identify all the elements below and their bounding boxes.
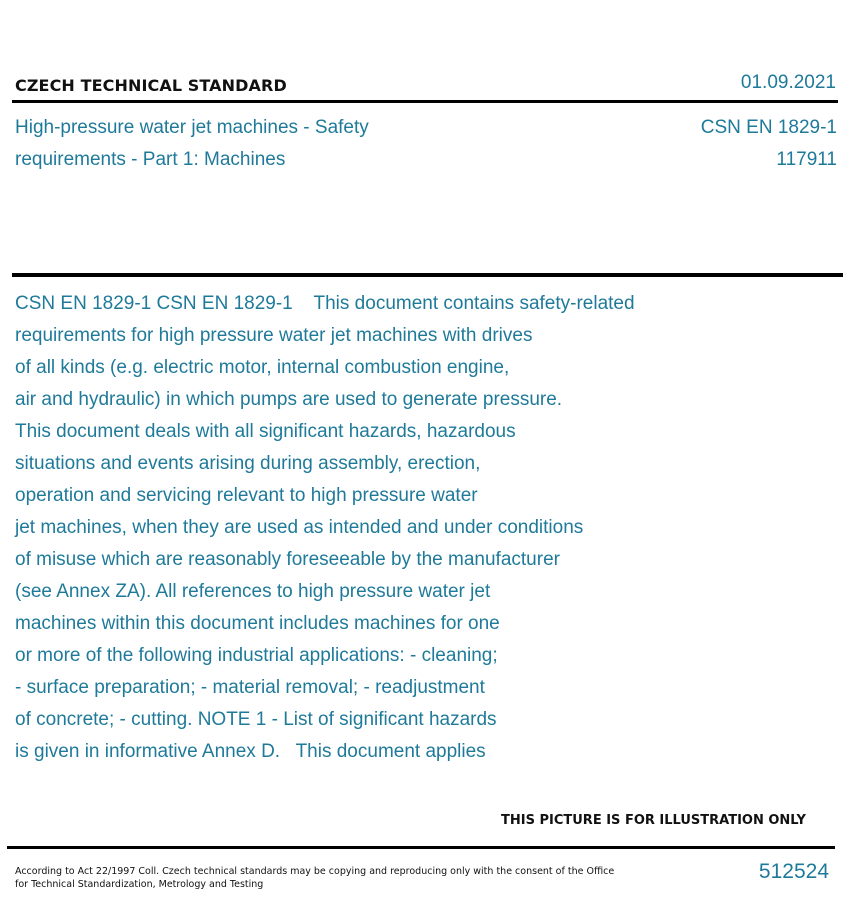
abstract-line: is given in informative Annex D. This document applies: [15, 741, 486, 762]
abstract-line: of misuse which are reasonably foreseeable by the manufacturer: [15, 549, 560, 570]
abstract-line: air and hydraulic) in which pumps are used to generate pressure.: [15, 389, 563, 410]
abstract-line: operation and servicing relevant to high pressure water: [15, 485, 478, 506]
abstract-line: This document deals with all significant hazards, hazardous: [15, 421, 516, 442]
legal-notice: [15, 865, 615, 891]
abstract-text: [15, 288, 735, 768]
abstract-line: situations and events arising during assembly, erection,: [15, 453, 481, 474]
document-title-line-2: requirements - Part 1: Machines: [15, 149, 286, 170]
abstract-line: requirements for high pressure water jet machines with drives: [15, 325, 533, 346]
abstract-line: (see Annex ZA). All references to high pressure water jet: [15, 581, 491, 602]
abstract-line: jet machines, when they are used as intended and under conditions: [15, 517, 584, 538]
abstract-line: of all kinds (e.g. electric motor, internal combustion engine,: [15, 357, 510, 378]
header-divider: [12, 100, 838, 103]
title-divider: [12, 273, 843, 277]
publication-date: 01.09.2021: [740, 72, 836, 93]
standard-code: CSN EN 1829-1: [700, 117, 837, 138]
legal-notice-line: According to Act 22/1997 Coll. Czech technical standards may be copying and reproducing only with the consent of the Office: [15, 866, 615, 877]
abstract-line: or more of the following industrial applications: - cleaning;: [15, 645, 498, 666]
abstract-line: machines within this document includes machines for one: [15, 613, 500, 634]
abstract-line: CSN EN 1829-1 CSN EN 1829-1 This document contains safety-related: [15, 293, 635, 314]
footer-divider: [7, 846, 835, 849]
abstract-line: of concrete; - cutting. NOTE 1 - List of significant hazards: [15, 709, 497, 730]
document-title-line-1: High-pressure water jet machines - Safety: [15, 117, 369, 138]
document-number: 512524: [758, 860, 829, 883]
illustration-notice: THIS PICTURE IS FOR ILLUSTRATION ONLY: [501, 813, 806, 828]
legal-notice-line: for Technical Standardization, Metrology and Testing: [15, 879, 264, 890]
catalog-number: 117911: [776, 149, 837, 170]
abstract-line: - surface preparation; - material removal; - readjustment: [15, 677, 485, 698]
standard-type-label: CZECH TECHNICAL STANDARD: [15, 76, 287, 95]
